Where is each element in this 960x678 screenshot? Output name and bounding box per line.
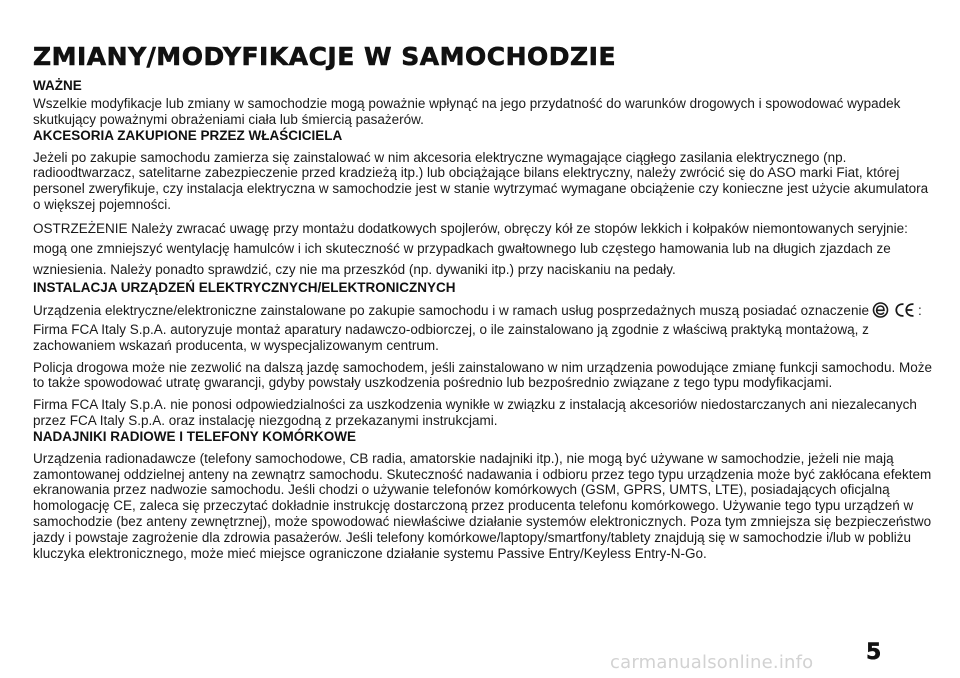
instalacja-text-after: : Firma FCA Italy S.p.A. autoryzuje montaż aparatury nadawczo-odbiorczej, o ile zainstalowano ją zgodnie z właściwą praktyką montażową, z zachowaniem wskazań producenta, w wyspecjalizowanym centrum. bbox=[33, 303, 922, 353]
paragraph-nadajniki: Urządzenia radionadawcze (telefony samochodowe, CB radia, amatorskie nadajniki itp.), nie mogą być używane w samochodzie, jeżeli nie mają zamontowanej oddzielnej anteny na zewnątrz samochodu. Skuteczność nadawania i odbioru przez tego typu urządzenia może być zakłócana efektem ekranowania przez nadwozie samochodu. Jeśli chodzi o używanie telefonów komórkowych (GSM, GPRS, UMTS, LTE), posiadających oficjalną homologację CE, zaleca się przeczytać dokładnie instrukcję dostarczoną przez producenta telefonu komórkowego. Używanie tego typu urządzeń w samochodzie (bez anteny zewnętrznej), może spowodować niewłaściwe działanie systemów elektronicznych. Poza tym zmniejsza się bezpieczeństwo jazdy i powstaje zagrożenie dla zdrowia pasażerów. Jeśli telefony komórkowe/laptopy/smartfony/tablety znajdują się w samochodzie i/lub w pobliżu kluczyka elektronicznego, może mieć miejsce ograniczone działanie systemu Passive Entry/Keyless Entry-N-Go. bbox=[33, 450, 932, 561]
paragraph-instalacja-2: Policja drogowa może nie zezwolić na dalszą jazdę samochodem, jeśli zainstalowano w nim urządzenia powodujące zmianę funkcji samochodu. Może to także spowodować utratę gwarancji, gdyby powstały uszkodzenia pośrednio lub bezpośrednio związane z tego typu modyfikacjami. bbox=[33, 359, 932, 391]
paragraph-akcesoria-1: Jeżeli po zakupie samochodu zamierza się zainstalować w nim akcesoria elektryczne wymagające ciągłego zasilania elektrycznego (np. radioodtwarzacz, satelitarne zabezpieczenie przed kradzieżą itp.) lub obciążające bilans elektryczny, należy zwrócić się do ASO marki Fiat, której personel zweryfikuje, czy instalacja elektryczna w samochodzie jest w stanie wytrzymać wymagane obciążenie czy konieczne jest użycie akumulatora o większej pojemności. bbox=[33, 149, 929, 212]
page-title: ZMIANY/MODYFIKACJE W SAMOCHODZIE bbox=[33, 42, 617, 71]
heading-akcesoria: AKCESORIA ZAKUPIONE PRZEZ WŁAŚCICIELA bbox=[33, 127, 343, 143]
paragraph-akcesoria-warning: OSTRZEŻENIE Należy zwracać uwagę przy montażu dodatkowych spojlerów, obręczy kół ze stopów lekkich i kołpaków niemontowanych seryjnie: mogą one zmniejszyć wentylację hamulców i ich skuteczność w przypadkach gwałtownego lub częstego hamowania lub na długich zjazdach ze wzniesienia. Należy ponadto sprawdzić, czy nie ma przeszkód (np. dywaniki itp.) przy naciskaniu na pedały. bbox=[33, 220, 908, 277]
e-mark-icon bbox=[871, 302, 890, 322]
instalacja-text-before: Urządzenia elektryczne/elektroniczne zainstalowane po zakupie samochodu i w ramach usług posprzedażnych muszą posiadać oznaczenie bbox=[33, 303, 869, 319]
page-number: 5 bbox=[866, 640, 882, 665]
heading-wazne: WAŻNE bbox=[33, 78, 82, 93]
paragraph-wazne: Wszelkie modyfikacje lub zmiany w samochodzie mogą poważnie wpłynąć na jego przydatność do warunków drogowych i spowodować wypadek skutkujący poważnymi obrażeniami ciała lub śmiercią pasażerów. bbox=[33, 96, 901, 127]
content bbox=[33, 78, 933, 561]
heading-nadajniki: NADAJNIKI RADIOWE I TELEFONY KOMÓRKOWE bbox=[33, 428, 357, 444]
watermark: carmanualsonline.info bbox=[610, 652, 814, 673]
paragraph-instalacja-3: Firma FCA Italy S.p.A. nie ponosi odpowiedzialności za uszkodzenia wynikłe w związku z instalacją akcesoriów niedostarczanych ani niezalecanych przez FCA Italy S.p.A. oraz instalację niezgodną z przekazanymi instrukcjami. bbox=[33, 397, 917, 429]
ce-mark-icon bbox=[894, 302, 916, 322]
paragraph-instalacja-1 bbox=[33, 302, 933, 353]
heading-instalacja: INSTALACJA URZĄDZEŃ ELEKTRYCZNYCH/ELEKTRONICZNYCH bbox=[33, 280, 456, 296]
